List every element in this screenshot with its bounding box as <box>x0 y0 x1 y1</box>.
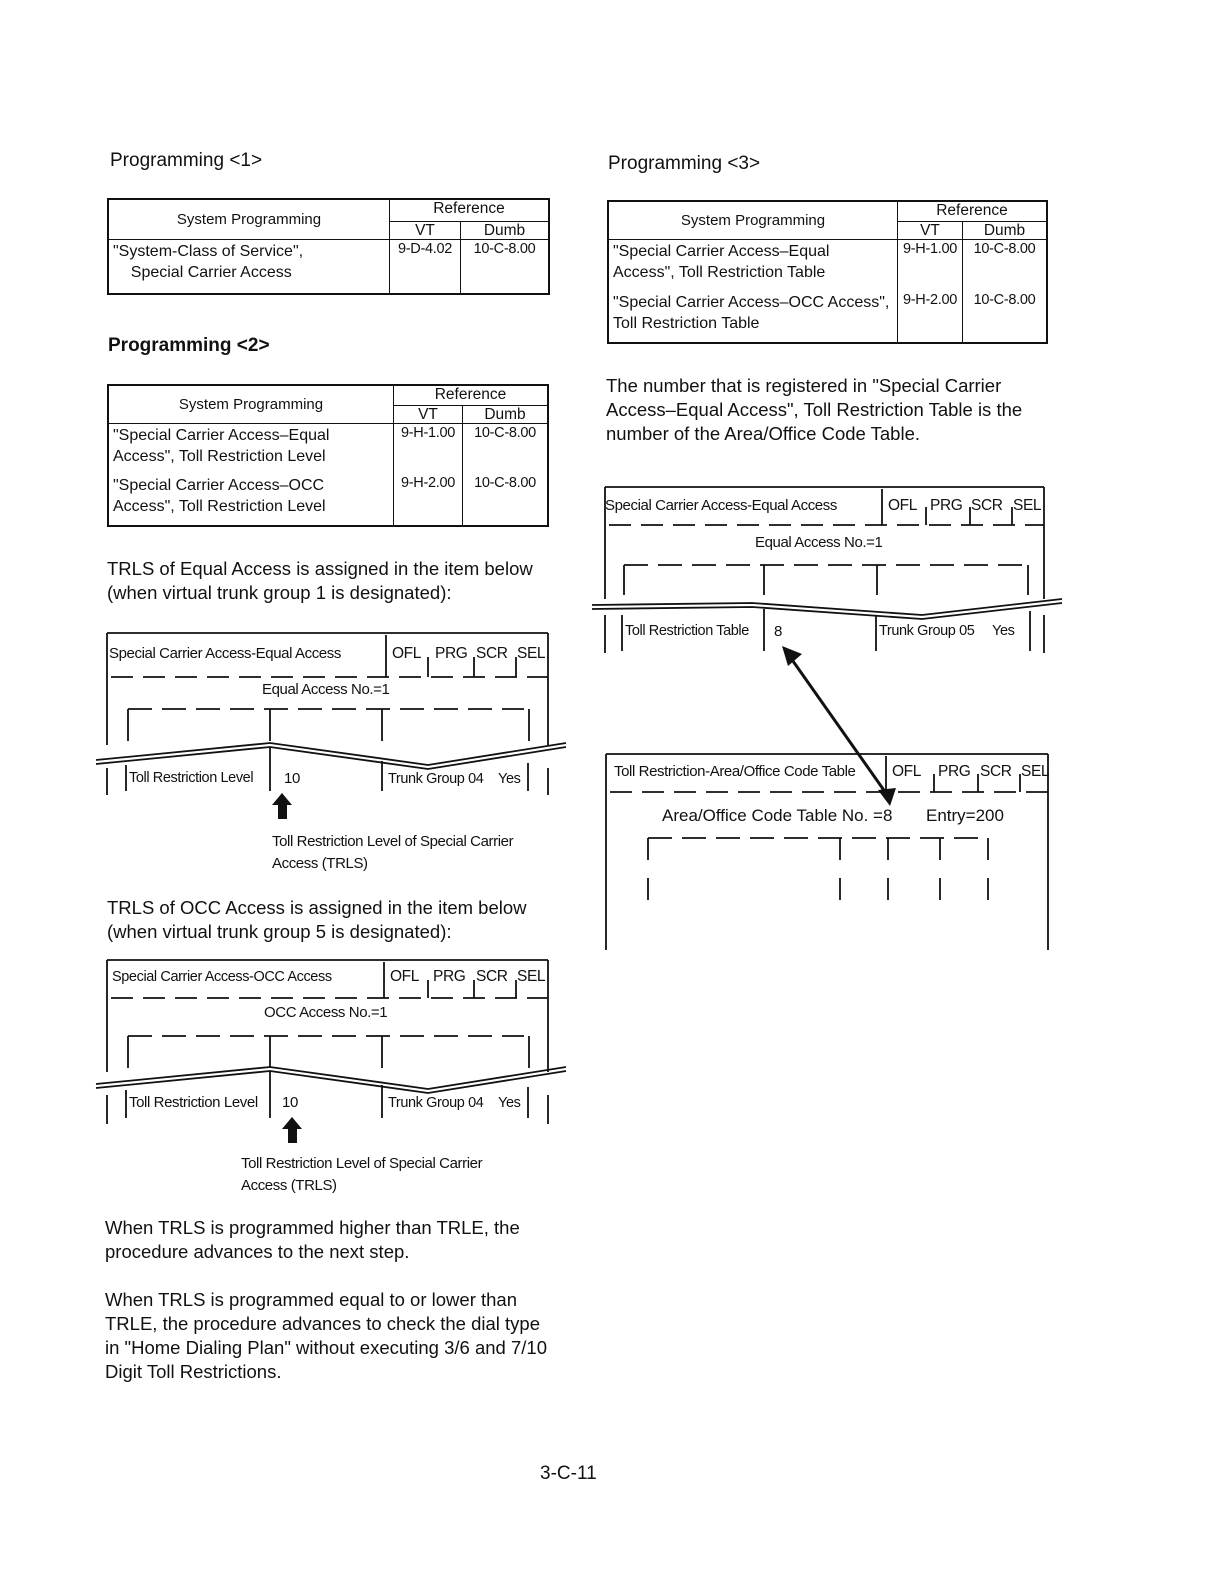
screen-title: Special Carrier Access-Equal Access <box>605 497 837 514</box>
trunk-group-value: Yes <box>498 1095 521 1111</box>
field-value-toll-restriction-level: 10 <box>282 1094 298 1111</box>
trunk-group-label: Trunk Group 04 <box>388 771 484 787</box>
annotation-caption: Toll Restriction Level of Special Carrier Access (TRLS) <box>241 1155 483 1194</box>
prog3-heading: Programming <3> <box>608 153 761 174</box>
table-cell-vt: 9-H-2.00 <box>394 474 463 526</box>
screen-occ-access-level <box>96 960 566 1194</box>
trunk-group-value: Yes <box>498 771 521 787</box>
table-cell-item: "Special Carrier Access–Equal Access", Toll Restriction Level <box>108 423 394 474</box>
function-key-scr: SCR <box>476 645 508 662</box>
vt-header: VT <box>394 405 463 423</box>
prog3-reference-table <box>607 200 1048 344</box>
function-key-sel: SEL <box>1021 763 1050 780</box>
table-cell-item: "System-Class of Service", Special Carrier Access <box>108 239 390 294</box>
table-cell-vt: 9-D-4.02 <box>390 239 461 294</box>
function-key-prg: PRG <box>433 968 466 985</box>
table-cell-dumb: 10-C-8.00 <box>463 423 549 474</box>
dumb-header: Dumb <box>461 221 550 239</box>
dumb-header: Dumb <box>963 221 1048 239</box>
field-value-toll-restriction-level: 10 <box>284 770 300 787</box>
trunk-group-label: Trunk Group 05 <box>879 623 975 639</box>
trunk-group-label: Trunk Group 04 <box>388 1095 484 1111</box>
screen-area-office-code-table <box>604 754 1054 954</box>
reference-header: Reference <box>898 201 1048 221</box>
number-registered-paragraph: The number that is registered in "Special Carrier Access–Equal Access", Toll Restriction Table is the number of the Area/Office Code Table. <box>606 375 1023 444</box>
function-key-prg: PRG <box>435 645 468 662</box>
function-key-ofl: OFL <box>392 645 421 662</box>
trls-lower-paragraph: When TRLS is programmed equal to or lower than TRLE, the procedure advances to check the dial type in "Home Dialing Plan" without executing 3/6 and 7/10 Digit Toll Restrictions. <box>105 1289 547 1382</box>
function-key-prg: PRG <box>938 763 971 780</box>
field-label-toll-restriction-level: Toll Restriction Level <box>129 1094 258 1111</box>
field-label-toll-restriction-table: Toll Restriction Table <box>625 623 749 639</box>
function-key-sel: SEL <box>517 645 546 662</box>
table-cell-vt: 9-H-1.00 <box>898 239 963 291</box>
screen-subtitle: Equal Access No.=1 <box>755 534 883 551</box>
screen-subtitle: Equal Access No.=1 <box>262 681 390 698</box>
field-label-toll-restriction-level: Toll Restriction Level <box>129 770 254 786</box>
function-key-sel: SEL <box>1013 497 1042 514</box>
system-programming-header: System Programming <box>108 199 390 239</box>
screen-frame <box>604 754 1054 954</box>
arrow-up-icon <box>282 1117 302 1143</box>
function-key-prg: PRG <box>930 497 963 514</box>
entry-count: Entry=200 <box>926 806 1004 825</box>
screen-subtitle: OCC Access No.=1 <box>264 1004 388 1021</box>
table-cell-item: "Special Carrier Access–OCC Access", Toll Restriction Level <box>108 474 394 526</box>
function-key-scr: SCR <box>980 763 1012 780</box>
trunk-group-value: Yes <box>992 623 1015 639</box>
table-cell-dumb: 10-C-8.00 <box>963 239 1048 291</box>
function-key-scr: SCR <box>476 968 508 985</box>
function-key-ofl: OFL <box>390 968 419 985</box>
field-value-toll-restriction-table: 8 <box>774 623 782 640</box>
table-cell-item: "Special Carrier Access–OCC Access", Toll Restriction Table <box>608 291 898 343</box>
table-cell-dumb: 10-C-8.00 <box>463 474 549 526</box>
prog1-heading: Programming <1> <box>110 150 263 171</box>
trls-occ-paragraph: TRLS of OCC Access is assigned in the item below (when virtual trunk group 5 is designated): <box>107 897 527 942</box>
trls-higher-paragraph: When TRLS is programmed higher than TRLE, the procedure advances to the next step. <box>105 1217 520 1262</box>
function-key-ofl: OFL <box>892 763 921 780</box>
annotation-caption: Toll Restriction Level of Special Carrier Access (TRLS) <box>272 833 514 872</box>
system-programming-header: System Programming <box>108 385 394 423</box>
screen-title: Toll Restriction-Area/Office Code Table <box>614 763 856 780</box>
function-key-ofl: OFL <box>888 497 917 514</box>
area-office-table-number: Area/Office Code Table No. =8 <box>662 806 893 825</box>
screen-equal-access-table <box>592 487 1062 657</box>
prog2-reference-table <box>107 384 549 527</box>
table-cell-dumb: 10-C-8.00 <box>461 239 550 294</box>
arrow-up-icon <box>272 793 292 819</box>
arrow-head-up-icon <box>782 646 802 666</box>
dumb-header: Dumb <box>463 405 549 423</box>
prog1-reference-table <box>107 198 550 295</box>
page-number: 3-C-11 <box>540 1463 597 1484</box>
trls-equal-paragraph: TRLS of Equal Access is assigned in the item below (when virtual trunk group 1 is designated): <box>107 558 533 603</box>
prog2-heading: Programming <2> <box>108 335 270 356</box>
table-cell-item: "Special Carrier Access–Equal Access", Toll Restriction Table <box>608 239 898 291</box>
screen-title: Special Carrier Access-Equal Access <box>109 645 341 662</box>
screen-equal-access-level <box>96 633 566 872</box>
function-key-sel: SEL <box>517 968 546 985</box>
table-cell-vt: 9-H-1.00 <box>394 423 463 474</box>
table-cell-vt: 9-H-2.00 <box>898 291 963 343</box>
screen-title: Special Carrier Access-OCC Access <box>112 969 332 985</box>
reference-header: Reference <box>394 385 549 405</box>
system-programming-header: System Programming <box>608 201 898 239</box>
function-key-scr: SCR <box>971 497 1003 514</box>
vt-header: VT <box>390 221 461 239</box>
vt-header: VT <box>898 221 963 239</box>
reference-header: Reference <box>390 199 550 221</box>
table-cell-dumb: 10-C-8.00 <box>963 291 1048 343</box>
